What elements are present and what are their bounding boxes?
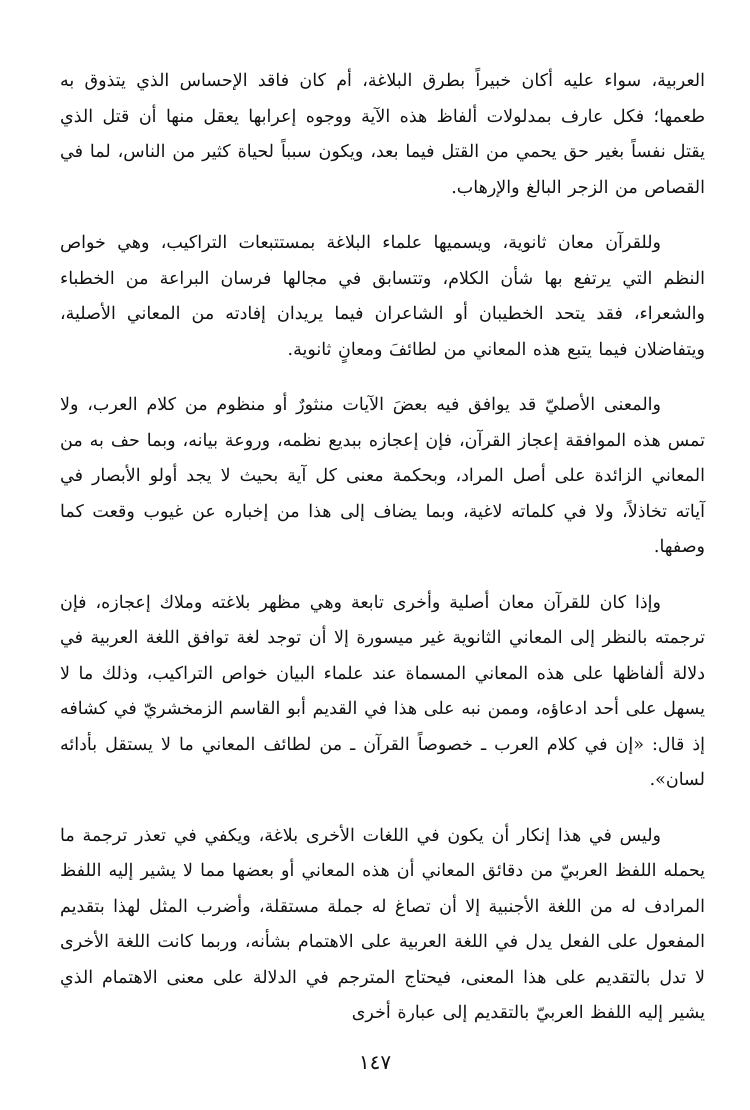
book-page	[60, 64, 705, 1070]
paragraph-3: والمعنى الأصليّ قد يوافق فيه بعضَ الآيات منثورٌ أو منظوم من كلام العرب، ولا تمس هذه الموافقة إعجاز القرآن، فإن إعجازه ببديع نظمه، وروعة بيانه، وبما حف به من المعاني الزائدة على أصل المراد، وبحكمة معنى كل آية بحيث لا يجد أولو الأبصار في آياته تخاذلاً، ولا في كلماته لاغية، وبما يضاف إلى هذا من إخباره عن غيوب وقعت كما وصفها.	[60, 395, 705, 557]
page-number: ١٤٧	[358, 1050, 392, 1074]
paragraph-2: وللقرآن معان ثانوية، ويسميها علماء البلاغة بمستتبعات التراكيب، وهي خواص النظم التي يرتفع بها شأن الكلام، وتتسابق في مجالها فرسان البراعة من الخطباء والشعراء، فقد يتحد الخطيبان أو الشاعران فيما يريدان إفادته من المعاني الأصلية، ويتفاضلان فيما يتبع هذه المعاني من لطائفَ ومعانٍ ثانوية.	[60, 233, 705, 360]
paragraph-5: وليس في هذا إنكار أن يكون في اللغات الأخرى بلاغة، ويكفي في تعذر ترجمة ما يحمله اللفظ العربيّ من دقائق المعاني أن هذه المعاني أو بعضها مما لا يشير إليه اللفظ المرادف له من اللغة الأجنبية إلا أن تصاغ له جملة مستقلة، وأضرب المثل لهذا بتقديم المفعول على الفعل يدل في اللغة العربية على الاهتمام بشأنه، وربما كانت اللغة الأخرى لا تدل بالتقديم على هذا المعنى، فيحتاج المترجم في الدلالة على معنى الاهتمام الذي يشير إليه اللفظ العربيّ بالتقديم إلى عبارة أخرى	[60, 825, 705, 1023]
paragraph-1: العربية، سواء عليه أكان خبيراً بطرق البلاغة، أم كان فاقد الإحساس الذي يتذوق به طعمها؛ فكل عارف بمدلولات ألفاظ هذه الآية ووجوه إعرابها يعقل منها أن قتل الذي يقتل نفساً بغير حق يحمي من القتل فيما بعد، ويكون سبباً لحياة كثير من الناس، لما في القصاص من الزجر البالغ والإرهاب.	[60, 71, 705, 198]
paragraph-4: وإذا كان للقرآن معان أصلية وأخرى تابعة وهي مظهر بلاغته وملاك إعجازه، فإن ترجمته بالنظر إلى المعاني الثانوية غير ميسورة إلا أن توجد لغة توافق اللغة العربية في دلالة ألفاظها على هذه المعاني المسماة عند علماء البيان خواص التراكيب، وذلك ما لا يسهل على أحد ادعاؤه، وممن نبه على هذا في القديم أبو القاسم الزمخشريّ في كشافه إذ قال: «إن في كلام العرب ـ خصوصاً القرآن ـ من لطائف المعاني ما لا يستقل بأدائه لسان».	[60, 592, 705, 790]
